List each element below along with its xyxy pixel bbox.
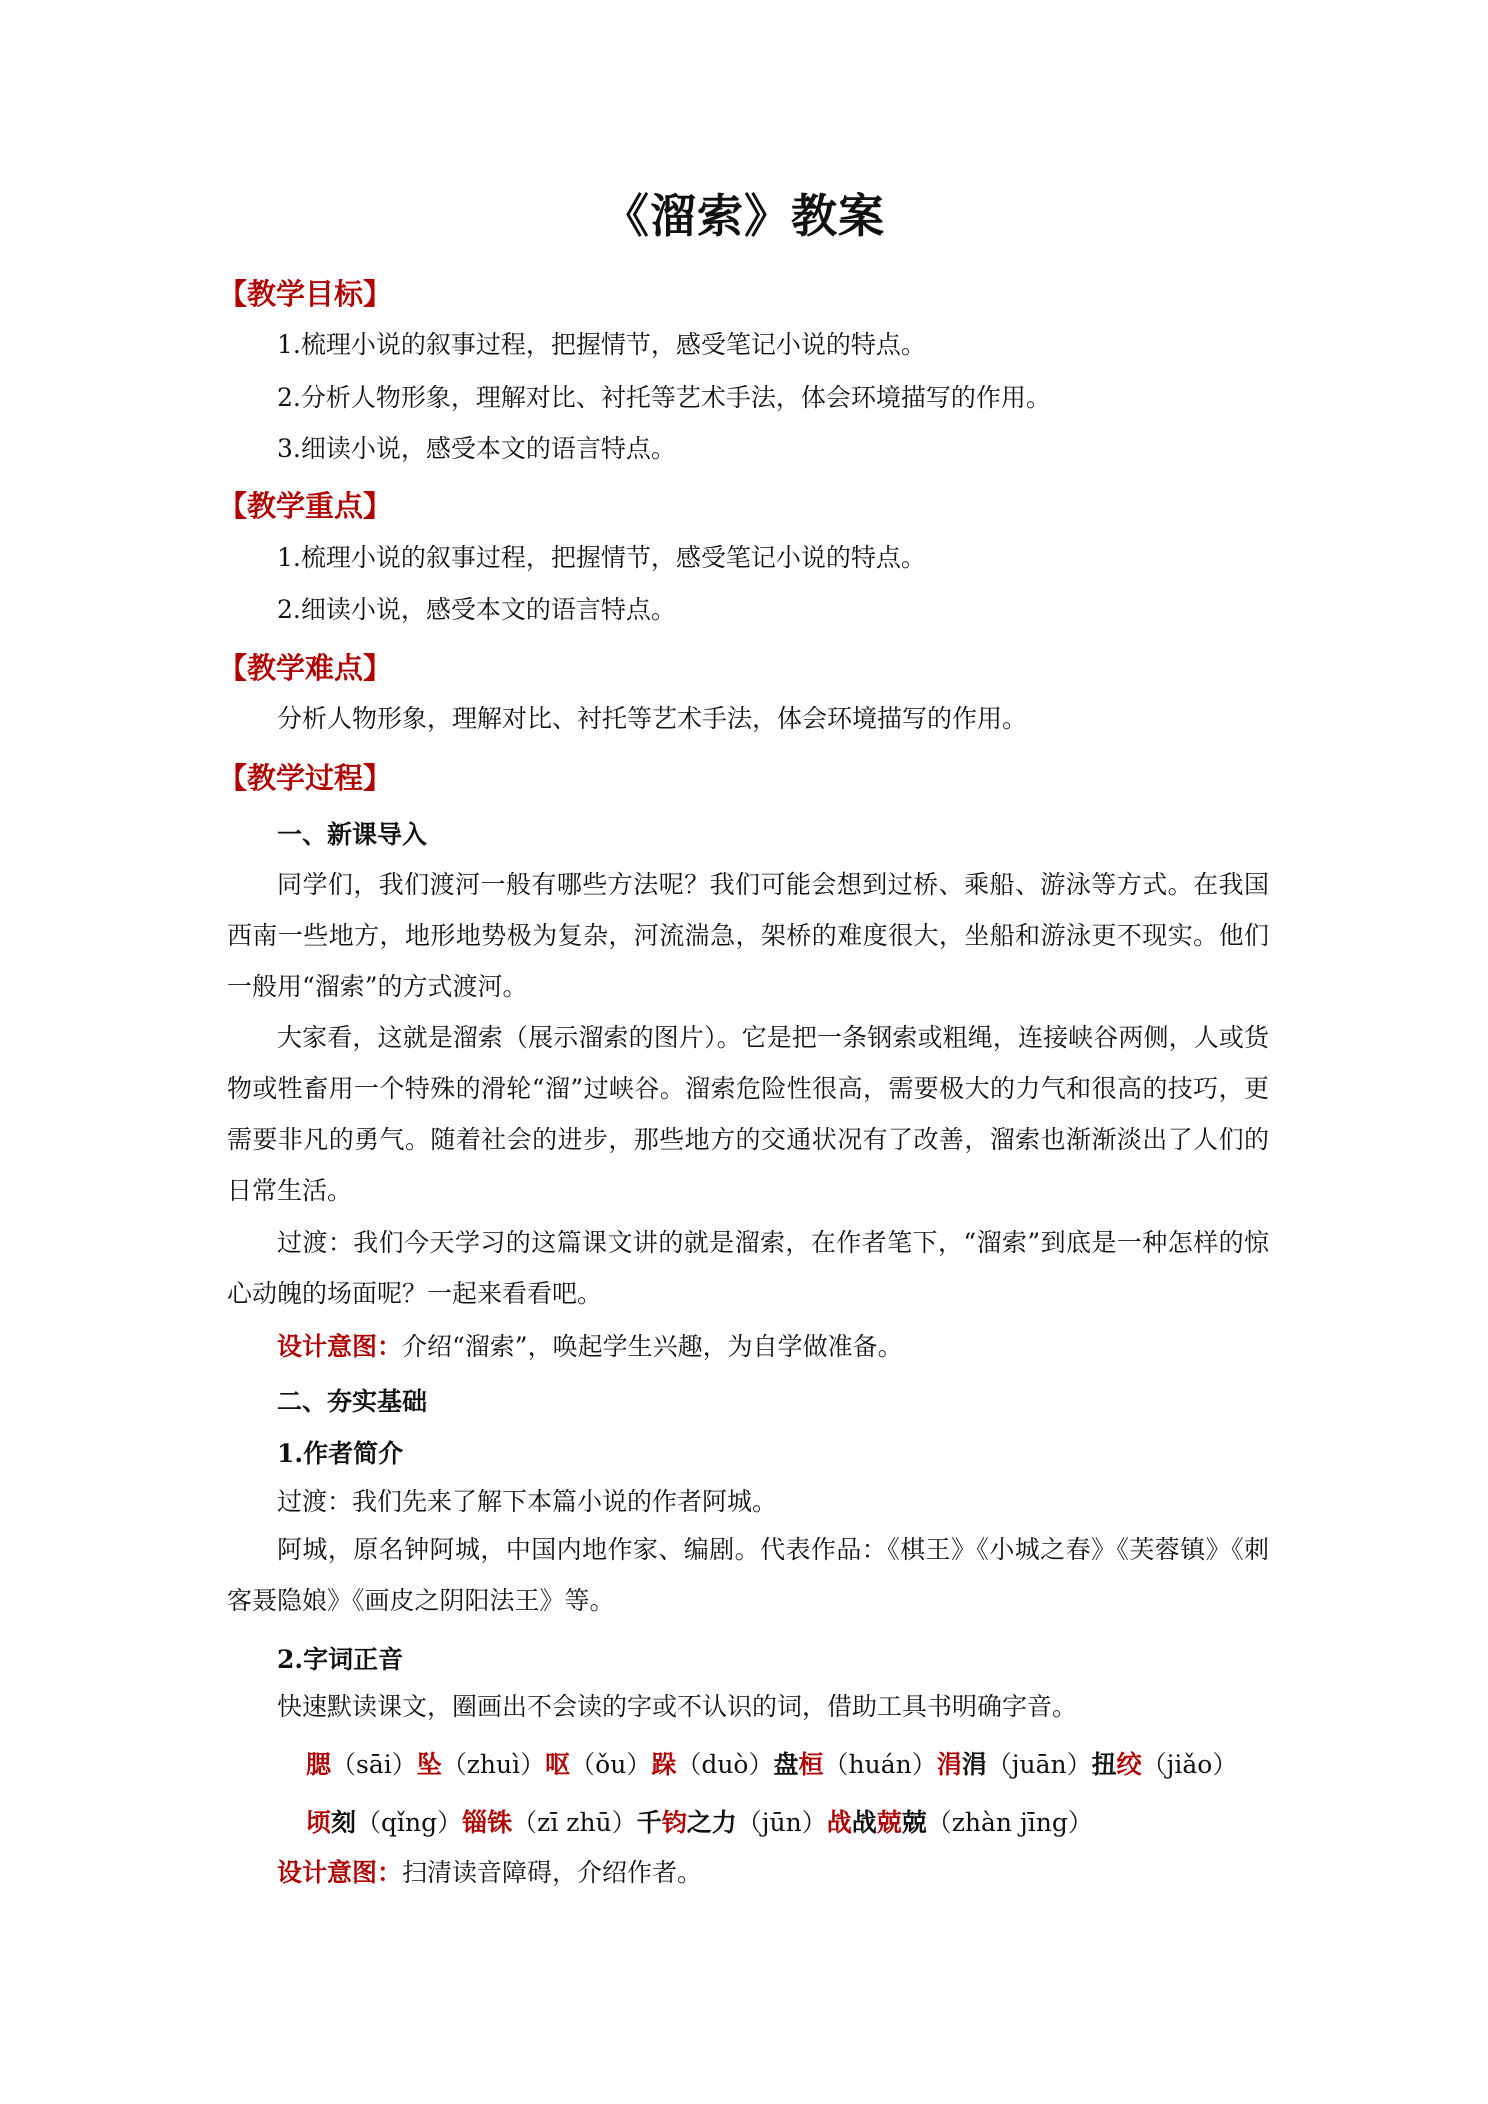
- design-intent-2: [277, 1856, 702, 1890]
- document-title: 《溜索》教案: [603, 189, 885, 243]
- vocab-char: 兢: [901, 1808, 927, 1837]
- vocab-pinyin: （zī zhū）: [512, 1808, 637, 1837]
- vocab-char: 跺: [651, 1750, 677, 1779]
- vocab-pinyin: （zhàn jīng）: [926, 1808, 1093, 1837]
- vocab-char: 绞: [1116, 1750, 1142, 1779]
- vocab-char: 顷: [306, 1808, 332, 1837]
- vocab-pinyin: （qǐng）: [356, 1808, 463, 1837]
- vocab-line-2: [306, 1803, 1093, 1839]
- vocab-pinyin: （zhuì）: [441, 1750, 546, 1779]
- heading-objectives: 【教学目标】: [218, 277, 393, 311]
- vocab-char: 战: [826, 1808, 852, 1837]
- vocab-pinyin: （juān）: [986, 1750, 1092, 1779]
- design-intent-text: 介绍“溜索”，唤起学生兴趣，为自学做准备。: [402, 1332, 903, 1361]
- objective-item-3: 3.细读小说，感受本文的语言特点。: [277, 434, 676, 463]
- transition-author: 过渡：我们先来了解下本篇小说的作者阿城。: [277, 1487, 778, 1516]
- vocab-char: 千: [636, 1808, 662, 1837]
- design-intent-text-2: 扫清读音障碍，介绍作者。: [402, 1858, 703, 1887]
- vocab-char: 涓: [961, 1750, 987, 1779]
- vocab-char: 刻: [331, 1808, 357, 1837]
- vocab-char: 之力: [686, 1808, 737, 1837]
- vocab-pinyin: （ǒu）: [570, 1750, 652, 1779]
- key-point-item-2: 2.细读小说，感受本文的语言特点。: [277, 595, 676, 624]
- heading-process: 【教学过程】: [218, 761, 393, 795]
- design-intent-label-2: 设计意图：: [277, 1858, 403, 1887]
- vocab-char: 铢: [487, 1808, 513, 1837]
- vocab-char: 涓: [936, 1750, 962, 1779]
- vocab-char: 盘: [773, 1750, 799, 1779]
- vocab-pinyin: （jiǎo）: [1141, 1750, 1238, 1779]
- vocab-char: 呕: [545, 1750, 571, 1779]
- sub2-title: 2.字词正音: [277, 1645, 404, 1674]
- vocab-line-1: [306, 1745, 1237, 1781]
- intro-paragraph-2: 大家看，这就是溜索（展示溜索的图片）。它是把一条钢索或粗绳，连接峡谷两侧，人或货物或牲畜用一个特殊的滑轮“溜”过峡谷。溜索危险性很高，需要极大的力气和很高的技巧，更需要非凡的勇气。随着社会的进步，那些地方的交通状况有了改善，溜索也渐渐淡出了人们的日常生活。: [227, 1023, 1269, 1205]
- vocab-char: 战: [851, 1808, 877, 1837]
- vocab-char: 锱: [462, 1808, 488, 1837]
- vocab-pinyin: （sāi）: [331, 1750, 417, 1779]
- part1-title: 一、新课导入: [277, 820, 428, 849]
- sub1-title: 1.作者简介: [277, 1439, 404, 1468]
- vocab-char: 钧: [661, 1808, 687, 1837]
- vocab-char: 桓: [798, 1750, 824, 1779]
- heading-difficulties: 【教学难点】: [218, 651, 393, 685]
- vocab-pinyin: （jūn）: [736, 1808, 827, 1837]
- vocab-instruction: 快速默读课文，圈画出不会读的字或不认识的词，借助工具书明确字音。: [277, 1692, 1078, 1721]
- vocab-char: 兢: [876, 1808, 902, 1837]
- objective-item-2: 2.分析人物形象，理解对比、衬托等艺术手法，体会环境描写的作用。: [277, 383, 1051, 412]
- intro-paragraph-1: 同学们，我们渡河一般有哪些方法呢？我们可能会想到过桥、乘船、游泳等方式。在我国西南一些地方，地形地势极为复杂，河流湍急，架桥的难度很大，坐船和游泳更不现实。他们一般用“溜索”的方式渡河。: [227, 870, 1269, 1001]
- difficulty-text: 分析人物形象，理解对比、衬托等艺术手法，体会环境描写的作用。: [277, 704, 1028, 733]
- design-intent-1: [277, 1330, 903, 1364]
- heading-key-points: 【教学重点】: [218, 489, 393, 523]
- vocab-pinyin: （huán）: [823, 1750, 937, 1779]
- design-intent-label: 设计意图：: [277, 1332, 403, 1361]
- vocab-char: 腮: [306, 1750, 332, 1779]
- part2-title: 二、夯实基础: [277, 1387, 428, 1416]
- vocab-pinyin: （duò）: [676, 1750, 774, 1779]
- vocab-char: 扭: [1091, 1750, 1117, 1779]
- vocab-char: 坠: [416, 1750, 442, 1779]
- objective-item-1: 1.梳理小说的叙事过程，把握情节，感受笔记小说的特点。: [277, 330, 926, 359]
- author-intro: 阿城，原名钟阿城，中国内地作家、编剧。代表作品：《棋王》《小城之春》《芙蓉镇》《刺客聂隐娘》《画皮之阴阳法王》等。: [227, 1535, 1269, 1615]
- key-point-item-1: 1.梳理小说的叙事过程，把握情节，感受笔记小说的特点。: [277, 543, 926, 572]
- intro-paragraph-3: 过渡：我们今天学习的这篇课文讲的就是溜索，在作者笔下，“溜索”到底是一种怎样的惊心动魄的场面呢？一起来看看吧。: [227, 1228, 1269, 1308]
